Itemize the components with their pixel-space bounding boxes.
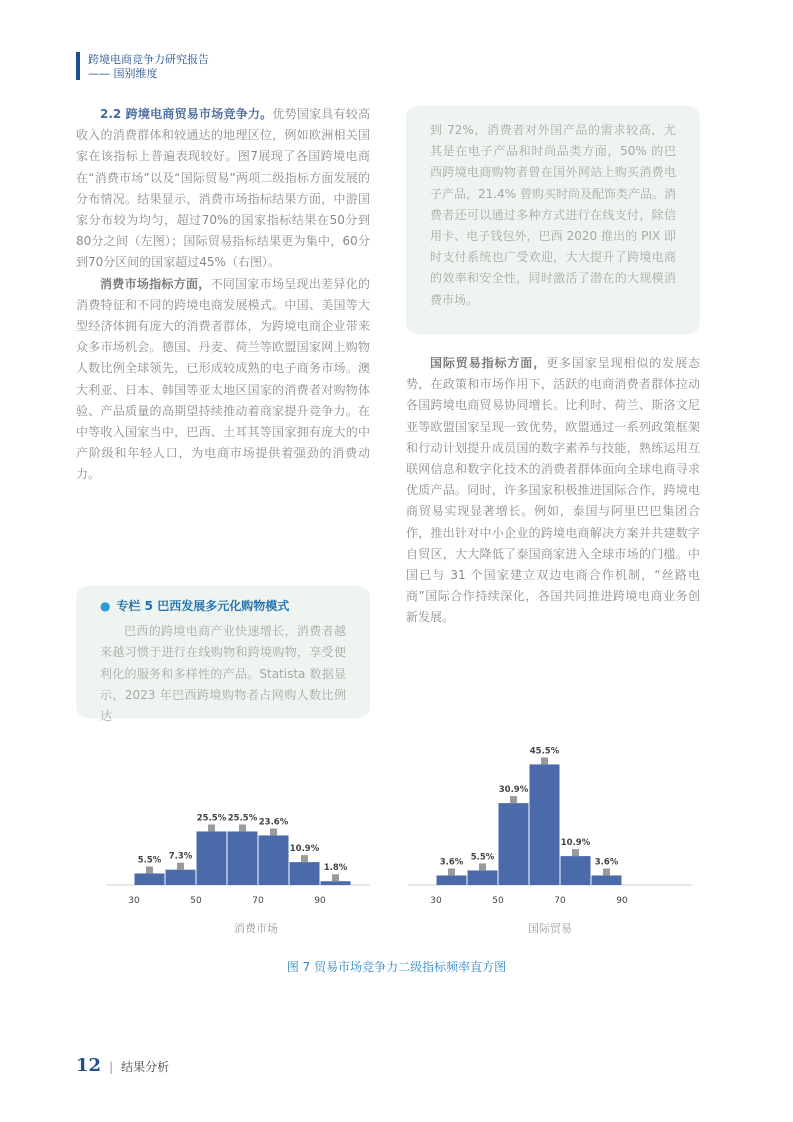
paragraph-heading: 消费市场指标方面， bbox=[100, 276, 211, 291]
bar-marker bbox=[239, 824, 246, 831]
header-text bbox=[88, 53, 388, 81]
box-body: 巴西的跨境电商产业快速增长，消费者越来越习惯于进行在线购物和跨境购物，享受便利化的服务和多样性的产品。Statista 数据显示，2023 年巴西跨境购物者占网购人数比例达 bbox=[100, 624, 346, 724]
histogram-bar bbox=[259, 835, 289, 885]
histogram-bar bbox=[437, 875, 467, 885]
bar-marker bbox=[448, 868, 455, 875]
bar-value-label: 5.5% bbox=[137, 855, 162, 866]
right-column bbox=[406, 353, 700, 629]
histogram-consumer-market bbox=[100, 740, 370, 940]
paragraph-market-competitiveness bbox=[76, 104, 370, 274]
x-axis-label: 国际贸易 bbox=[528, 922, 572, 935]
histogram-bar bbox=[197, 831, 227, 885]
paragraph-body: 更多国家呈现相似的发展态势，在政策和市场作用下，活跃的电商消费者群体拉动各国跨境电商贸易协同增长。比利时、荷兰、斯洛文尼亚等欧盟国家呈现一致优势，欧盟通过一系列政策框架和行动计划提升成员国的数字素养与技能，熟练运用互联网信息和数字化技术的消费者群体面向全球电商寻求优质产品。同时，许多国家积极推进国际合作，跨境电商贸易实现显著增长。例如，泰国与阿里巴巴集团合作，推出针对中小企业的跨境电商解决方案并共建数字自贸区，大大降低了泰国商家进入全球市场的门槛。中国已与 31 个国家建立双边电商合作机制，“丝路电商”国际合作持续深化，各国共同推进跨境电商业务创新发展。 bbox=[406, 356, 700, 625]
bar-marker bbox=[332, 874, 339, 881]
histogram-international-trade bbox=[400, 740, 700, 940]
bar-marker bbox=[572, 849, 579, 856]
sidebar-box-brazil bbox=[76, 586, 370, 724]
paragraph-body: 优势国家具有较高收入的消费群体和较通达的地理区位，例如欧洲相关国家在该指标上普遍表现较好。图7展现了各国跨境电商在“消费市场”以及“国际贸易”两项二级指标方面发展的分布情况。结果显示，消费市场指标结果方面，中游国家分布较为均匀，超过70%的国家指标结果在50分到80分之间（左图）；国际贸易指标结果更为集中，60分到70分区间的国家超过45%（右图）。 bbox=[76, 107, 370, 270]
x-tick-label: 30 bbox=[128, 896, 140, 906]
bar-value-label: 30.9% bbox=[498, 785, 529, 796]
histogram-bar bbox=[321, 881, 351, 885]
bar-marker bbox=[510, 796, 517, 803]
x-tick-label: 30 bbox=[430, 896, 442, 906]
paragraph-international-trade bbox=[406, 353, 700, 629]
histogram-bar bbox=[530, 764, 560, 885]
bar-marker bbox=[270, 828, 277, 835]
page-number: 12 bbox=[76, 1055, 102, 1076]
x-axis-label: 消费市场 bbox=[234, 922, 278, 935]
box-body-continued: 到 72%，消费者对外国产品的需求较高，尤其是在电子产品和时尚品类方面，50% 的巴西跨境电商购物者曾在国外网站上购买消费电子产品，21.4% 曾购买时尚及配饰类产品。消费者还可以通过多种方式进行在线支付，除信用卡、电子钱包外，巴西 2020 推出的 PIX 即时支付系统也广受欢迎，大大提升了跨境电商的效率和安全性，同时激活了潜在的大规模消费市场。 bbox=[430, 123, 676, 307]
paragraph-heading: 2.2 跨境电商贸易市场竞争力。 bbox=[100, 107, 273, 121]
bar-value-label: 7.3% bbox=[168, 851, 193, 862]
bar-value-label: 25.5% bbox=[227, 813, 258, 824]
header-subtitle: —— 国别维度 bbox=[88, 67, 158, 80]
bar-value-label: 45.5% bbox=[529, 746, 560, 757]
bar-value-label: 3.6% bbox=[594, 857, 619, 868]
bar-marker bbox=[479, 863, 486, 870]
bar-marker bbox=[177, 863, 184, 870]
paragraph-consumer-market bbox=[76, 274, 370, 486]
x-tick-label: 50 bbox=[190, 896, 202, 906]
bullet-dot-icon: ● bbox=[100, 599, 111, 613]
header-accent-bar bbox=[76, 52, 80, 80]
x-tick-label: 90 bbox=[616, 896, 628, 906]
bar-marker bbox=[208, 824, 215, 831]
histogram-bar bbox=[561, 856, 591, 885]
x-tick-label: 90 bbox=[314, 896, 326, 906]
x-tick-label: 50 bbox=[492, 896, 504, 906]
sidebar-box-continued bbox=[406, 106, 700, 334]
paragraph-heading: 国际贸易指标方面， bbox=[430, 356, 547, 370]
histogram-bar bbox=[468, 870, 498, 885]
bar-value-label: 10.9% bbox=[289, 844, 320, 855]
box-title: ● 专栏 5 巴西发展多元化购物模式 bbox=[100, 599, 290, 613]
bar-marker bbox=[301, 855, 308, 862]
histogram-bar bbox=[135, 873, 165, 885]
histogram-bar bbox=[166, 870, 196, 885]
histogram-bar bbox=[228, 831, 258, 885]
bar-value-label: 23.6% bbox=[258, 817, 289, 828]
bar-value-label: 25.5% bbox=[196, 813, 227, 824]
paragraph-body: 不同国家市场呈现出差异化的消费特征和不同的跨境电商发展模式。中国、美国等大型经济体拥有庞大的消费者群体，为跨境电商企业带来众多市场机会。德国、丹麦、荷兰等欧盟国家网上购物人数比例全球领先，已形成较成熟的电子商务市场。澳大利亚、日本、韩国等亚太地区国家的消费者对购物体验、产品质量的高期望持续推动着商家提升竞争力。在中等收入国家当中，巴西、土耳其等国家拥有庞大的中产阶级和年轻人口，为电商市场提供着强劲的消费动力。 bbox=[76, 276, 370, 482]
footer-section: 结果分析 bbox=[121, 1060, 170, 1074]
bar-marker bbox=[146, 866, 153, 873]
histogram-bar bbox=[592, 875, 622, 885]
header-title: 跨境电商竞争力研究报告 bbox=[88, 53, 209, 66]
page-footer bbox=[76, 1055, 169, 1076]
bar-value-label: 1.8% bbox=[323, 863, 348, 874]
figure-caption: 图 7 贸易市场竞争力二级指标频率直方图 bbox=[286, 960, 507, 974]
histogram-bar bbox=[499, 803, 529, 885]
bar-value-label: 5.5% bbox=[470, 852, 495, 863]
bar-value-label: 3.6% bbox=[439, 857, 464, 868]
left-column bbox=[76, 104, 370, 486]
x-tick-label: 70 bbox=[252, 896, 264, 906]
x-tick-label: 70 bbox=[554, 896, 566, 906]
histogram-bar bbox=[290, 862, 320, 885]
bar-value-label: 10.9% bbox=[560, 838, 591, 849]
footer-separator: | bbox=[109, 1060, 114, 1074]
bar-marker bbox=[603, 868, 610, 875]
bar-marker bbox=[541, 757, 548, 764]
